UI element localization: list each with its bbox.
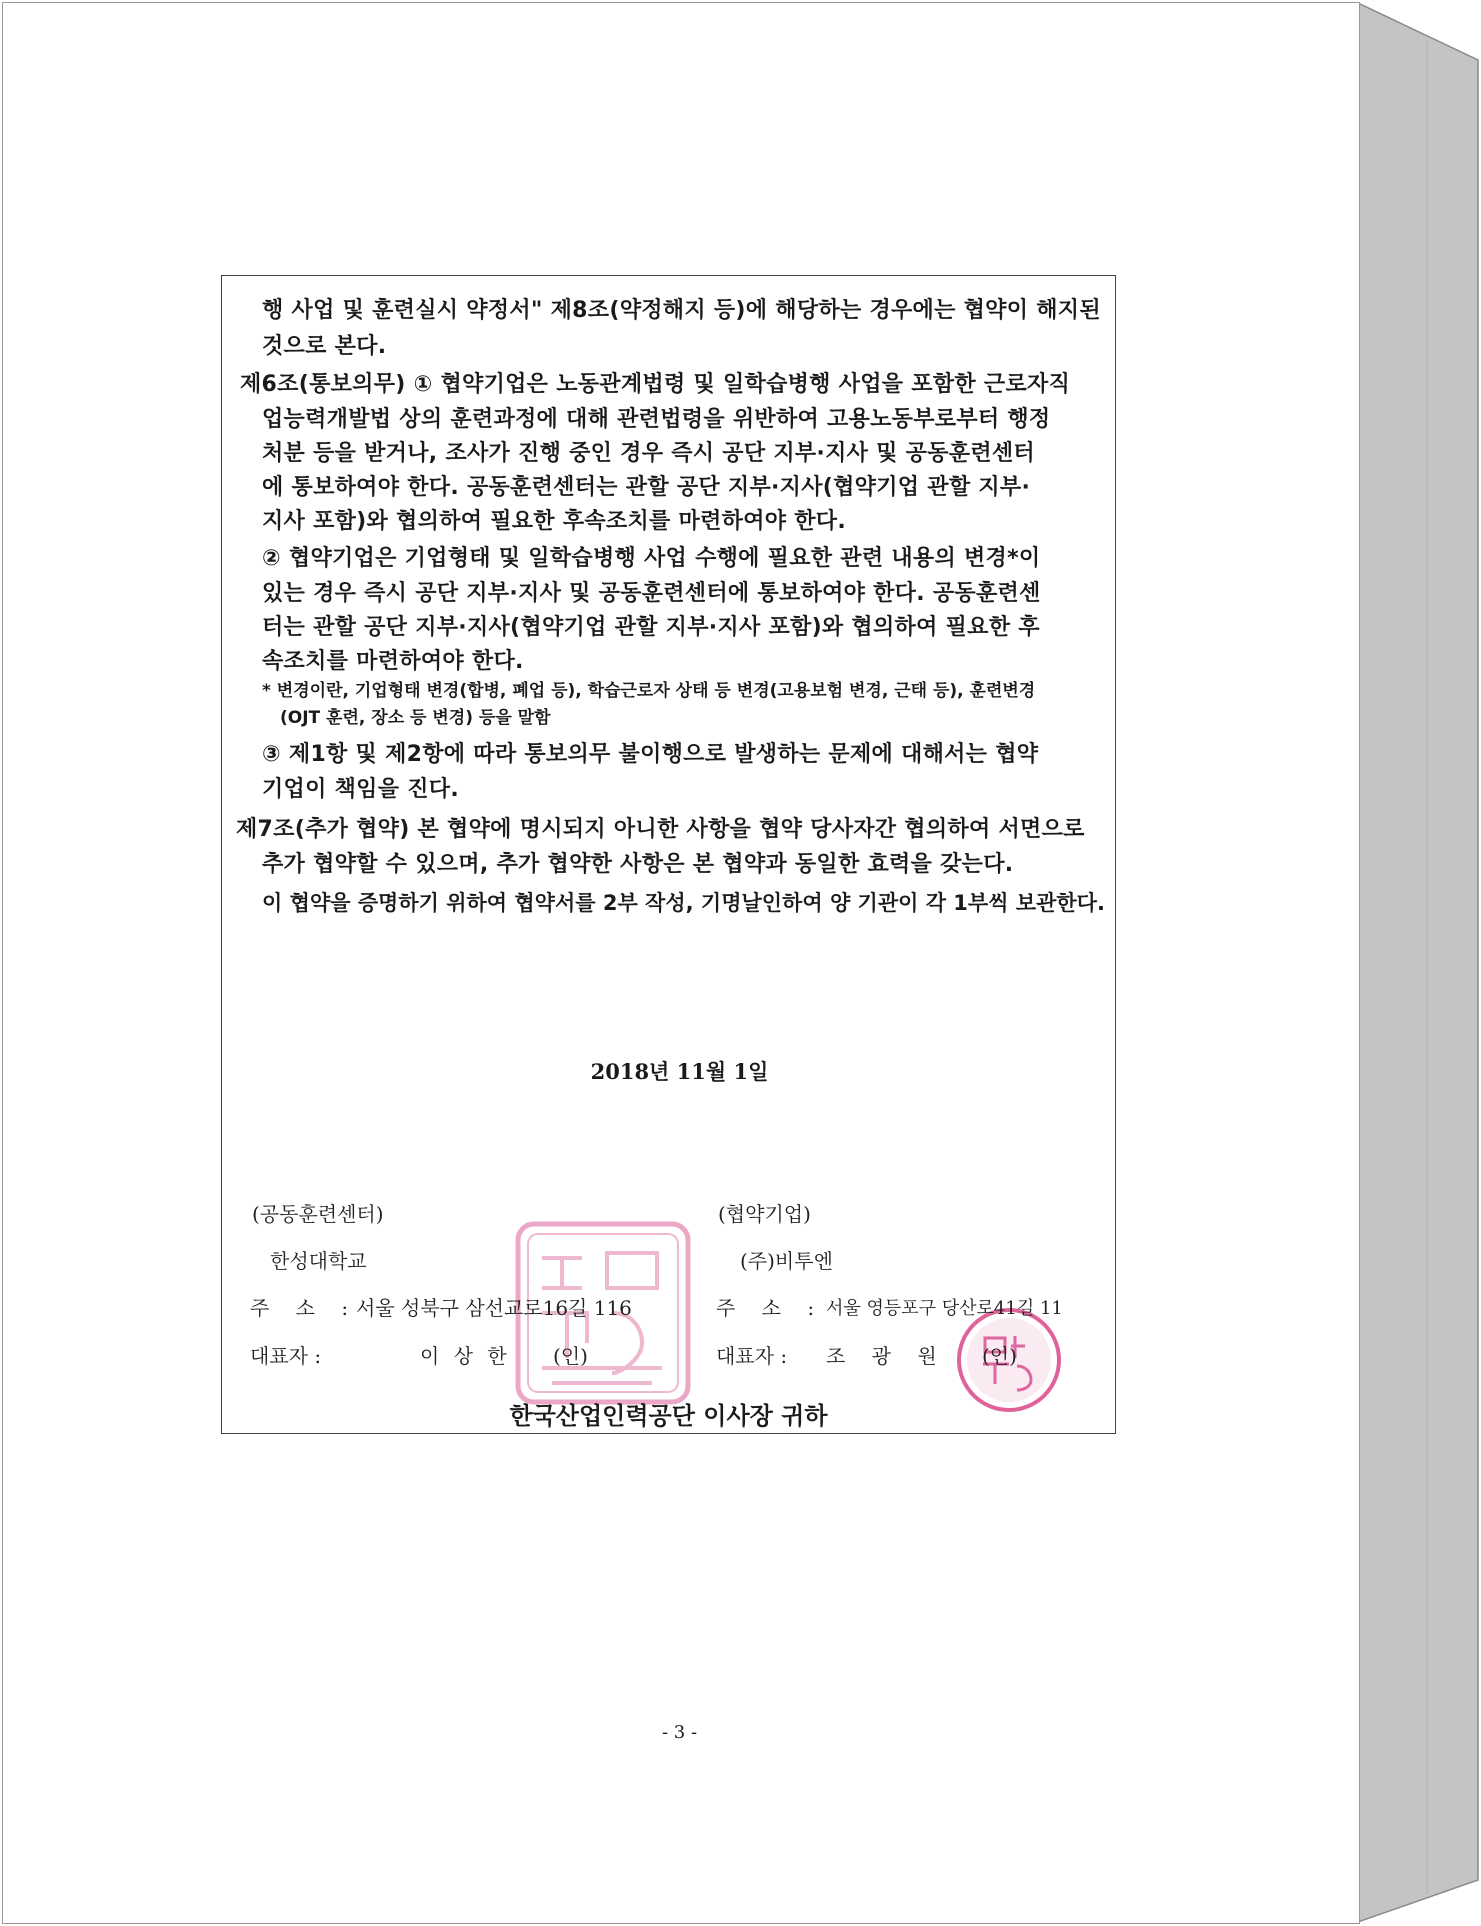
- paragraph-line: 있는 경우 즉시 공단 지부·지사 및 공동훈련센터에 통보하여야 한다. 공동훈련센: [262, 581, 1041, 606]
- paragraph-line: 터는 관할 공단 지부·지사(협약기업 관할 지부·지사 포함)와 협의하여 필요한 후: [262, 615, 1040, 640]
- paragraph-line: 것으로 본다.: [262, 334, 387, 359]
- paragraph-line: 행 사업 및 훈련실시 약정서" 제8조(약정해지 등)에 해당하는 경우에는 협약이 해지된: [262, 298, 1101, 323]
- paragraph-line: 속조치를 마련하여야 한다.: [262, 649, 524, 674]
- training-center-seal-mark: (인): [553, 1344, 588, 1368]
- training-center-name: 한성대학교: [270, 1249, 367, 1273]
- training-center-heading: (공동훈련센터): [252, 1202, 384, 1226]
- training-center-address-label: 주 소 :: [250, 1296, 359, 1320]
- paragraph-line: 지사 포함)와 협의하여 필요한 후속조치를 마련하여야 한다.: [262, 509, 847, 534]
- paragraph-line: 에 통보하여야 한다. 공동훈련센터는 관할 공단 지부·지사(협약기업 관할 지부·: [262, 475, 1031, 500]
- paragraph-line: ② 협약기업은 기업형태 및 일학습병행 사업 수행에 필요한 관련 내용의 변경*이: [262, 546, 1041, 571]
- company-heading: (협약기업): [718, 1202, 811, 1226]
- page-number: - 3 -: [661, 1722, 698, 1743]
- company-name: (주)비투엔: [740, 1249, 833, 1273]
- paragraph-line: 처분 등을 받거나, 조사가 진행 중인 경우 즉시 공단 지부·지사 및 공동훈련센터: [262, 441, 1035, 466]
- footnote-line: (OJT 훈련, 장소 등 변경) 등을 말함: [280, 708, 551, 728]
- company-rep-label: 대표자 :: [716, 1344, 788, 1368]
- closing-statement: 이 협약을 증명하기 위하여 협약서를 2부 작성, 기명날인하여 양 기관이 각 1부씩 보관한다.: [262, 891, 1105, 915]
- article-7-line: 제7조(추가 협약) 본 협약에 명시되지 아니한 사항을 협약 당사자간 협의하여 서면으로: [236, 817, 1085, 842]
- company-address: 서울 영등포구 당산로41길 11: [826, 1298, 1063, 1319]
- article-6-line: 제6조(통보의무) ① 협약기업은 노동관계법령 및 일학습병행 사업을 포함한 근로자직: [240, 372, 1071, 397]
- training-center-address: 서울 성북구 삼선교로16길 116: [356, 1296, 632, 1320]
- company-seal-mark: (인): [982, 1344, 1017, 1368]
- agreement-date: 2018년 11월 1일: [590, 1059, 769, 1084]
- company-address-label: 주 소 :: [716, 1296, 825, 1320]
- training-center-rep-name: 이 상 한: [420, 1344, 511, 1368]
- footnote-line: * 변경이란, 기업형태 변경(합병, 폐업 등), 학습근로자 상태 등 변경(고용보험 변경, 근태 등), 훈련변경: [262, 681, 1036, 701]
- company-rep-name: 조 광 원: [826, 1344, 947, 1368]
- addressee: 한국산업인력공단 이사장 귀하: [509, 1402, 828, 1430]
- paragraph-line: 업능력개발법 상의 훈련과정에 대해 관련법령을 위반하여 고용노동부로부터 행정: [262, 407, 1051, 432]
- paragraph-line: 추가 협약할 수 있으며, 추가 협약한 사항은 본 협약과 동일한 효력을 갖는다.: [262, 852, 1014, 877]
- training-center-rep-label: 대표자 :: [250, 1344, 322, 1368]
- paragraph-line: 기업이 책임을 진다.: [262, 777, 459, 802]
- paragraph-line: ③ 제1항 및 제2항에 따라 통보의무 불이행으로 발생하는 문제에 대해서는 협약: [262, 742, 1039, 767]
